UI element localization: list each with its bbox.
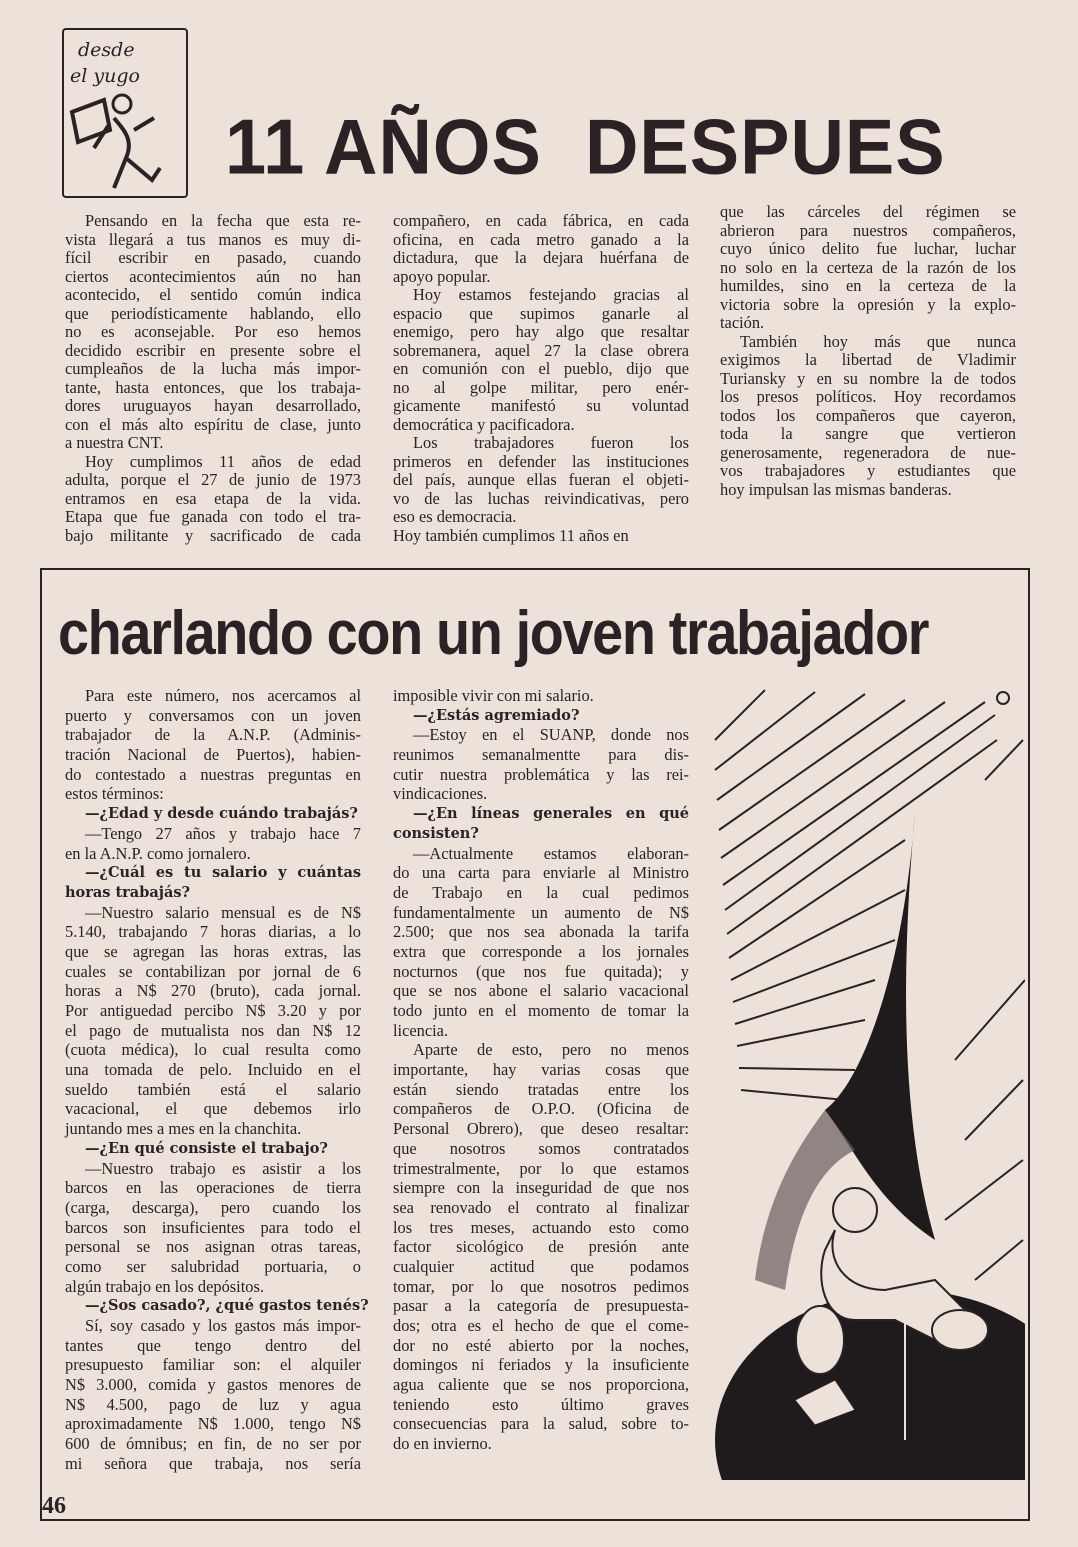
text-line: —Estoy en el SUANP, donde nos xyxy=(413,725,689,745)
text-line: todo junto en el momento de tomar la xyxy=(393,1001,689,1020)
text-line: vindicaciones. xyxy=(393,784,488,804)
text-line: tación. xyxy=(720,313,765,332)
text-line: N$ 4.500, pago de luz y agua xyxy=(65,1394,361,1414)
text-line: —Actualmente estamos elaboran- xyxy=(413,843,689,863)
text-line: do una carta para enviarle al Ministro xyxy=(393,863,689,883)
text-line: licencia. xyxy=(393,1020,449,1040)
text-line: factor sicológico de presión ante xyxy=(393,1237,689,1257)
text-line: vista llegará a tus manos es muy di- xyxy=(65,229,361,249)
text-line: Hoy cumplimos 11 años de edad xyxy=(85,451,361,471)
text-line: acontecido, el sentido común indica xyxy=(65,285,361,304)
text-line: en la A.N.P. como jornalero. xyxy=(65,843,251,863)
text-line: tomar, por lo que nosotros pedimos xyxy=(393,1276,689,1296)
text-line: cualquier actitud que podamos xyxy=(393,1256,689,1276)
text-line: democrática y pacificadora. xyxy=(393,414,575,434)
text-line: (carga, descarga), pero cuando los xyxy=(65,1197,361,1217)
article-title-11-anos-despues: 11 AÑOS DESPUES xyxy=(225,102,946,191)
text-line: do contestado a nuestras preguntas en xyxy=(65,764,361,784)
article-title-charlando: charlando con un joven trabajador xyxy=(58,599,929,668)
worker-on-globe-illustration xyxy=(705,680,1025,1480)
text-line: hoy impulsan las mismas banderas. xyxy=(720,479,952,499)
text-line: pasar a la categoría de presupuesta- xyxy=(393,1296,689,1316)
text-line: Hoy también cumplimos 11 años en xyxy=(393,525,629,545)
text-line: importante, hay varias cosas que xyxy=(393,1060,689,1080)
text-line: no al golpe militar, pero enér- xyxy=(393,377,689,397)
text-line: entramos en esa etapa de la vida. xyxy=(65,488,361,508)
text-line: reunimos semanalmentte para dis- xyxy=(393,745,689,765)
text-line: apoyo popular. xyxy=(393,266,491,286)
text-line: —Nuestro salario mensual es de N$ xyxy=(85,902,361,922)
text-line: —Nuestro trabajo es asistir a los xyxy=(85,1158,361,1178)
text-line: siempre con la inseguridad de que nos xyxy=(393,1178,689,1198)
text-line: compañeros de O.P.O. (Oficina de xyxy=(393,1099,689,1119)
text-line: algún trabajo en los depósitos. xyxy=(65,1276,264,1296)
text-line: —Tengo 27 años y trabajo hace 7 xyxy=(85,823,361,843)
text-line: dor no esté abierto por la noches, xyxy=(393,1335,689,1355)
text-line: generosamente, regeneradora de nue- xyxy=(720,442,1016,462)
interview-question-line: consisten? xyxy=(393,824,479,842)
text-line: humildes, sino en la certeza de la xyxy=(720,276,1016,295)
svg-text:el yugo: el yugo xyxy=(70,65,140,87)
text-line: aproximadamente N$ 1.000, tengo N$ xyxy=(65,1414,361,1434)
text-line: toda la sangre que vertieron xyxy=(720,424,1016,443)
text-line: vacacional, el que debemos irlo xyxy=(65,1099,361,1119)
text-line: como ser salubridad portuaria, o xyxy=(65,1256,361,1276)
article1-column-1 xyxy=(65,212,361,545)
text-line: personal se nos asignan otras tareas, xyxy=(65,1237,361,1257)
text-line: Sí, soy casado y los gastos más impor- xyxy=(85,1316,361,1335)
text-line: gicamente manifestó su voluntad xyxy=(393,396,689,415)
text-line: juntando mes a mes en la chanchita. xyxy=(65,1119,302,1139)
text-line: dores uruguayos hayan desarrollado, xyxy=(65,396,361,415)
text-line: Hoy estamos festejando gracias al xyxy=(413,285,689,304)
text-line: extra que corresponde a los jornales xyxy=(393,941,689,961)
article2-column-1 xyxy=(65,686,369,1474)
text-line: fundamentalmente un aumento de N$ xyxy=(393,902,689,922)
interview-question-line: —¿Edad y desde cuándo trabajás? xyxy=(85,805,358,823)
text-line: presupuesto familiar son: el alquiler xyxy=(65,1355,361,1375)
text-line: del país, aunque ellas fueran el objeti- xyxy=(393,470,689,489)
text-line: N$ 3.000, comida y gastos menores de xyxy=(65,1375,361,1395)
text-line: espacio que supimos ganarle al xyxy=(393,303,689,323)
text-line: los presos políticos. Hoy recordamos xyxy=(720,387,1016,406)
text-line: oficina, en cada metro ganado a la xyxy=(393,229,689,249)
text-line: victoria sobre la opresión y la explo- xyxy=(720,294,1016,314)
text-line: puerto y conversamos con un joven xyxy=(65,705,361,725)
text-line: horas a N$ 270 (bruto), cada jornal. xyxy=(65,981,361,1001)
text-line: trabajador de la A.N.P. (Adminis- xyxy=(65,725,361,745)
text-line: (cuota médica), lo cual resulta como xyxy=(65,1040,361,1060)
text-line: Para este número, nos acercamos al xyxy=(85,686,361,705)
text-line: fícil escribir en pasado, cuando xyxy=(65,248,361,267)
svg-text:desde: desde xyxy=(78,39,135,61)
text-line: cuyo único delito fue luchar, luchar xyxy=(720,239,1016,258)
text-line: exigimos la libertad de Vladimir xyxy=(720,350,1016,369)
page-number: 46 xyxy=(42,1493,66,1519)
text-line: compañero, en cada fábrica, en cada xyxy=(393,211,689,230)
text-line: eso es democracia. xyxy=(393,507,517,526)
text-line: con el más alto espíritu de clase, junto xyxy=(65,414,361,434)
text-line: sueldo también está el salario xyxy=(65,1079,361,1099)
text-line: tantes que tengo dentro del xyxy=(65,1335,361,1355)
text-line: ciertos acontecimientos aún no han xyxy=(65,266,361,286)
text-line: nocturnos (que nos fue quitada); y xyxy=(393,961,689,981)
text-line: Etapa que fue ganada con todo el tra- xyxy=(65,507,361,526)
text-line: sobremanera, aquel 27 la clase obrera xyxy=(393,340,689,360)
text-line: 600 de ómnibus; en fin, de no ser por xyxy=(65,1434,361,1454)
text-line: adulta, porque el 27 de junio de 1973 xyxy=(65,470,361,489)
text-line: dictadura, que la dejara huérfana de xyxy=(393,248,689,267)
text-line: que nosotros somos contratados xyxy=(393,1138,689,1158)
text-line: los tres meses, actuando esto como xyxy=(393,1217,689,1237)
text-line: enemigo, pero hay algo que resaltar xyxy=(393,322,689,341)
interview-question-line: —¿En líneas generales en qué xyxy=(413,805,689,823)
text-line: estos términos: xyxy=(65,784,164,804)
text-line: cumpleaños de la lucha más impor- xyxy=(65,359,361,378)
text-line: no solo en la certeza de la razón de los xyxy=(720,257,1016,277)
text-line: tración Nacional de Puertos), habien- xyxy=(65,745,361,765)
text-line: domingos ni feriados y la insuficiente xyxy=(393,1355,689,1375)
text-line: decidido escribir en presente sobre el xyxy=(65,340,361,360)
text-line: que se nos abone el salario vacacional xyxy=(393,981,689,1001)
text-line: imposible vivir con mi salario. xyxy=(393,686,594,705)
interview-question-line: —¿Estás agremiado? xyxy=(413,706,580,724)
text-line: tante, hasta entonces, que los trabaja- xyxy=(65,377,361,397)
article1-column-3 xyxy=(720,203,1016,499)
text-line: en comunión con el pueblo, dijo que xyxy=(393,359,689,378)
text-line: Pensando en la fecha que esta re- xyxy=(85,211,361,230)
interview-question-line: horas trabajás? xyxy=(65,883,191,901)
interview-question-line: —¿Sos casado?, ¿qué gastos tenés? xyxy=(85,1297,369,1315)
text-line: a nuestra CNT. xyxy=(65,433,164,452)
text-line: dos; otra es el hecho de que el come- xyxy=(393,1316,689,1335)
text-line: bajo militante y sacrificado de cada xyxy=(65,525,361,545)
article1-column-2 xyxy=(393,212,689,545)
text-line: cuales se contabilizan por jornal de 6 xyxy=(65,961,361,981)
text-line: de Trabajo en la cual pedimos xyxy=(393,882,689,902)
text-line: el pago de mutualista nos dan N$ 12 xyxy=(65,1020,361,1040)
text-line: do en invierno. xyxy=(393,1434,492,1454)
text-line: una tomada de pelo. Incluido en el xyxy=(65,1060,361,1080)
text-line: sea renovado el contrato al finalizar xyxy=(393,1197,689,1217)
text-line: vos trabajadores y estudiantes que xyxy=(720,461,1016,480)
hatching-lines-icon xyxy=(715,690,1025,1280)
desde-el-yugo-logo xyxy=(62,28,188,198)
text-line: Por antiguedad percibo N$ 3.20 y por xyxy=(65,1001,361,1020)
text-line: teniendo esto último graves xyxy=(393,1394,689,1414)
interview-question-line: —¿En qué consiste el trabajo? xyxy=(85,1139,328,1157)
text-line: que periodísticamente hablando, ello xyxy=(65,303,361,323)
text-line: Turiansky y en su nombre la de todos xyxy=(720,368,1016,388)
text-line: no es aconsejable. Por eso hemos xyxy=(65,322,361,341)
interview-question-line: —¿Cuál es tu salario y cuántas xyxy=(85,864,361,882)
text-line: están siendo tratadas entre los xyxy=(393,1079,689,1099)
text-line: Los trabajadores fueron los xyxy=(413,433,689,452)
text-line: agua caliente que se nos proporciona, xyxy=(393,1375,689,1395)
text-line: que se agregan las horas extras, las xyxy=(65,941,361,961)
text-line: abrieron para nuestros compañeros, xyxy=(720,220,1016,240)
text-line: barcos son insuficientes para todo el xyxy=(65,1217,361,1237)
text-line: cutir nuestra problemática y las rei- xyxy=(393,764,689,784)
logo-figure-icon xyxy=(64,30,186,196)
text-line: mi señora que trabaja, nos sería xyxy=(65,1453,361,1473)
text-line: 5.140, trabajando 7 horas diarias, a lo xyxy=(65,922,361,942)
text-line: que las cárceles del régimen se xyxy=(720,202,1016,221)
text-line: Aparte de esto, pero no menos xyxy=(413,1040,689,1060)
text-line: vo de las luchas reivindicativas, pero xyxy=(393,488,689,508)
article2-column-2 xyxy=(393,686,689,1454)
text-line: También hoy más que nunca xyxy=(740,331,1016,351)
text-line: primeros en defender las instituciones xyxy=(393,451,689,471)
text-line: 2.500; que nos sea abonada la tarifa xyxy=(393,922,689,942)
text-line: barcos en las operaciones de tierra xyxy=(65,1178,361,1198)
text-line: trimestralmente, por lo que estamos xyxy=(393,1158,689,1178)
text-line: Personal Obrero), que deseo resaltar: xyxy=(393,1119,689,1139)
text-line: todos los compañeros que cayeron, xyxy=(720,405,1016,425)
text-line: consecuencias para la salud, sobre to- xyxy=(393,1414,689,1434)
